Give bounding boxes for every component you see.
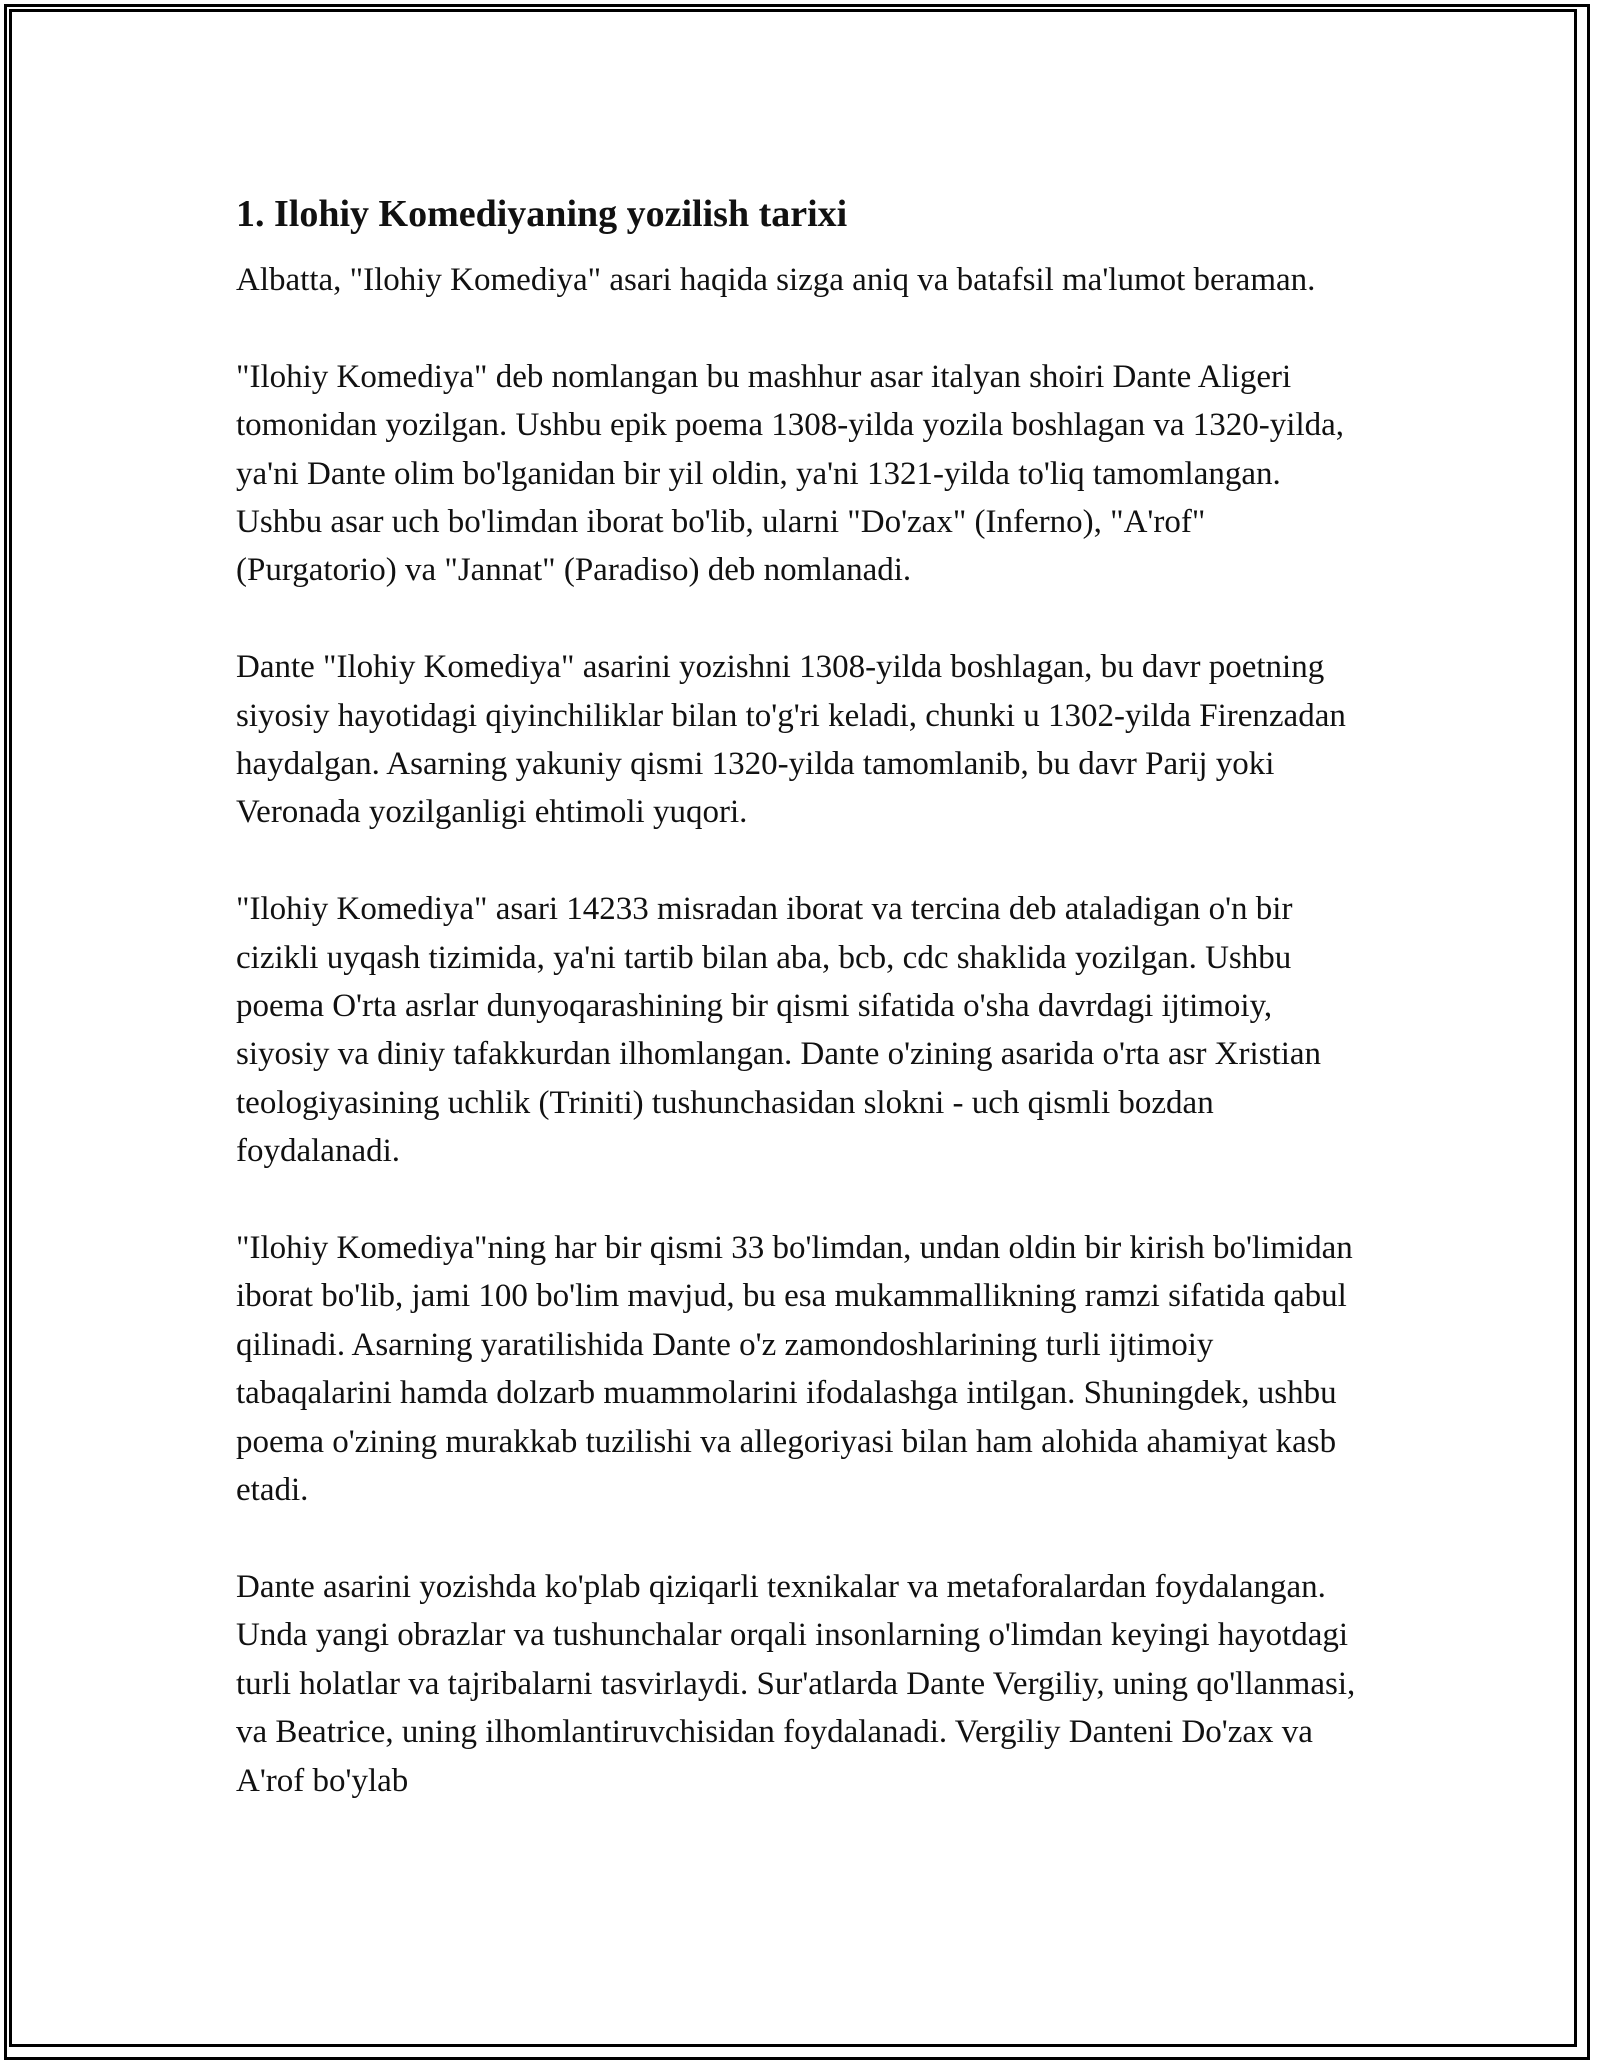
document-title: 1. Ilohiy Komediyaning yozilish tarixi <box>236 193 848 235</box>
paragraph-writing-period: Dante "Ilohiy Komediya" asarini yozishni 1308-yilda boshlagan, bu davr poetning siyosiy hayotidagi qiyinchiliklar bilan to'g'ri keladi, chunki u 1302-yilda Firenzadan haydalgan. Asarning yakuniy qismi 1320-yilda tamomlanib, bu davr Parij yoki Veronada yozilganligi ehtimoli yuqori. <box>236 649 1346 831</box>
paragraph-cantos: "Ilohiy Komediya"ning har bir qismi 33 bo'limdan, undan oldin bir kirish bo'limidan iborat bo'lib, jami 100 bo'lim mavjud, bu esa mukammallikning ramzi sifatida qabul qilinadi. Asarning yaratilishida Dante o'z zamondoshlarining turli ijtimoiy tabaqalarini hamda dolzarb muammolarini ifodalashga intilgan. Shuningdek, ushbu poema o'zining murakkab tuzilishi va allegoriyasi bilan ham alohida ahamiyat kasb etadi. <box>236 1230 1353 1509</box>
paragraph-structure: "Ilohiy Komediya" asari 14233 misradan iborat va tercina deb ataladigan o'n bir cizikli uyqash tizimida, ya'ni tartib bilan aba, bcb, cdc shaklida yozilgan. Ushbu poema O'rta asrlar dunyoqarashining bir qismi sifatida o'sha davrdagi ijtimoiy, siyosiy va diniy tafakkurdan ilhomlangan. Dante o'zining asarida o'rta asr Xristian teologiyasining uchlik (Triniti) tushunchasidan slokni - uch qismli bozdan foydalanadi. <box>236 891 1322 1170</box>
paragraph-authorship: "Ilohiy Komediya" deb nomlangan bu mashhur asar italyan shoiri Dante Aligeri tomonidan yozilgan. Ushbu epik poema 1308-yilda yozila boshlagan va 1320-yilda, ya'ni Dante olim bo'lganidan bir yil oldin, ya'ni 1321-yilda to'liq tamomlangan. Ushbu asar uch bo'limdan iborat bo'lib, ularni "Do'zax" (Inferno), "A'rof" (Purgatorio) va "Jannat" (Paradiso) deb nomlanadi. <box>236 358 1345 589</box>
document-body <box>236 186 1366 1805</box>
paragraph-intro: Albatta, "Ilohiy Komediya" asari haqida sizga aniq va batafsil ma'lumot beraman. <box>236 262 1316 298</box>
paragraph-techniques: Dante asarini yozishda ko'plab qiziqarli texnikalar va metaforalardan foydalangan. Unda yangi obrazlar va tushunchalar orqali insonlarning o'limdan keyingi hayotdagi turli holatlar va tajribalarni tasvirlaydi. Sur'atlarda Dante Vergiliy, uning qo'llanmasi, va Beatrice, uning ilhomlantiruvchisidan foydalanadi. Vergiliy Danteni Do'zax va A'rof bo'ylab <box>236 1568 1356 1799</box>
